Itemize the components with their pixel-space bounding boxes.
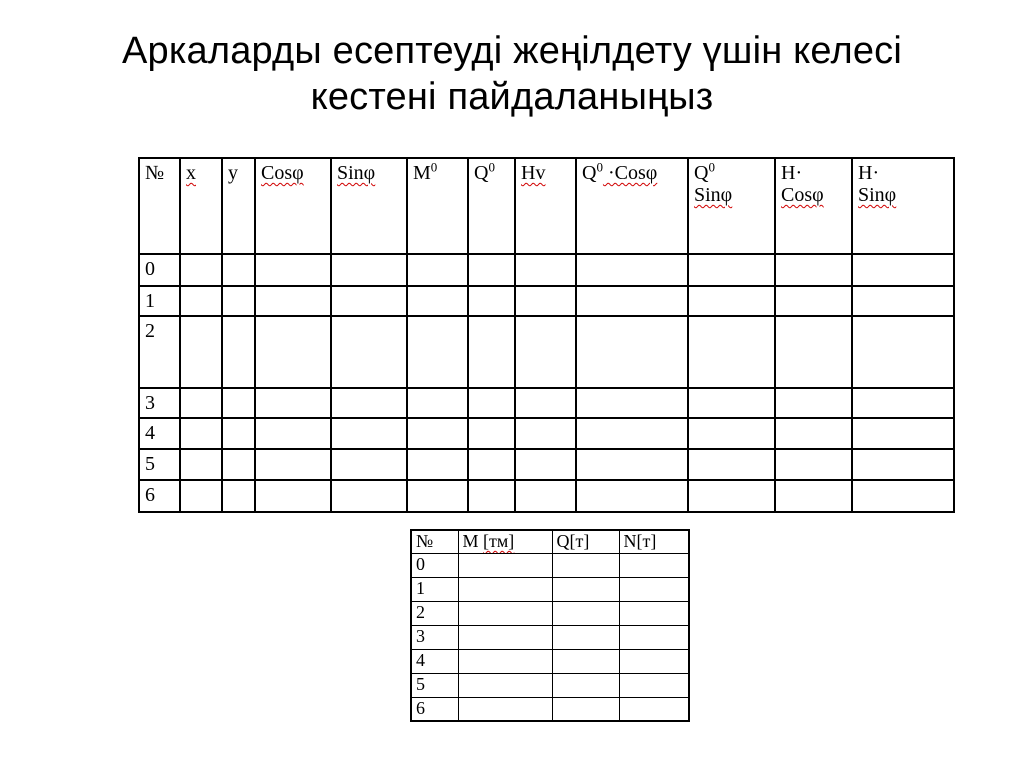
table-cell	[407, 254, 468, 286]
header-n: N[т]	[619, 530, 689, 553]
table-cell	[515, 316, 576, 388]
table-cell	[407, 418, 468, 449]
header-x: x	[180, 158, 222, 254]
table-cell	[576, 316, 688, 388]
table-cell	[688, 388, 775, 418]
calculation-table	[138, 157, 955, 513]
row-number: 1	[139, 286, 180, 316]
row-number: 5	[139, 449, 180, 480]
table-cell	[458, 697, 552, 721]
header-q0: $Q^0$	[468, 158, 515, 254]
table-cell	[255, 254, 331, 286]
table-cell	[576, 388, 688, 418]
table-cell	[852, 449, 954, 480]
table-cell	[222, 316, 255, 388]
table-cell	[852, 316, 954, 388]
table-cell	[222, 449, 255, 480]
row-number: 6	[139, 480, 180, 512]
table-cell	[576, 286, 688, 316]
table-cell	[458, 673, 552, 697]
table-cell	[468, 418, 515, 449]
table-cell	[852, 480, 954, 512]
table-cell	[515, 449, 576, 480]
table-cell	[852, 286, 954, 316]
table-cell	[576, 449, 688, 480]
table-cell	[688, 480, 775, 512]
table-cell	[468, 449, 515, 480]
table-row	[139, 418, 954, 449]
table-cell	[331, 254, 407, 286]
table-row	[139, 254, 954, 286]
table-cell	[331, 286, 407, 316]
table-cell	[180, 480, 222, 512]
table-cell	[458, 553, 552, 577]
header-q0-cos: $Q^0 \cdot Cos\varphi$	[576, 158, 688, 254]
table-cell	[552, 625, 619, 649]
table-cell	[852, 254, 954, 286]
row-number: 3	[411, 625, 458, 649]
table-header-row	[411, 530, 689, 553]
table-cell	[619, 601, 689, 625]
table-cell	[515, 418, 576, 449]
table-cell	[331, 418, 407, 449]
table-cell	[775, 316, 852, 388]
table-cell	[619, 697, 689, 721]
results-table	[410, 529, 690, 722]
table-cell	[180, 388, 222, 418]
table-cell	[458, 625, 552, 649]
table-cell	[775, 254, 852, 286]
row-number: 4	[139, 418, 180, 449]
table-cell	[255, 286, 331, 316]
table-cell	[180, 418, 222, 449]
row-number: 4	[411, 649, 458, 673]
row-number: 2	[411, 601, 458, 625]
table-cell	[255, 449, 331, 480]
header-m: M [тм]	[458, 530, 552, 553]
table-cell	[852, 418, 954, 449]
table-cell	[222, 480, 255, 512]
header-hv: Hv	[515, 158, 576, 254]
header-h-sin: H· Sinφ	[852, 158, 954, 254]
table-cell	[180, 286, 222, 316]
table-cell	[619, 673, 689, 697]
header-h-cos: H· Cosφ	[775, 158, 852, 254]
table-cell	[180, 254, 222, 286]
table-cell	[515, 286, 576, 316]
table-cell	[688, 254, 775, 286]
table-cell	[468, 254, 515, 286]
header-number: №	[411, 530, 458, 553]
table-header-row	[139, 158, 954, 254]
table-cell	[552, 577, 619, 601]
table-row	[139, 388, 954, 418]
table-cell	[331, 480, 407, 512]
table-cell	[458, 601, 552, 625]
header-q: Q[т]	[552, 530, 619, 553]
table-cell	[407, 449, 468, 480]
table-cell	[552, 673, 619, 697]
table-cell	[458, 577, 552, 601]
table-cell	[619, 649, 689, 673]
table-cell	[775, 388, 852, 418]
table-cell	[775, 480, 852, 512]
header-q0-sin: $Q^0$ Sinφ	[688, 158, 775, 254]
table-cell	[222, 254, 255, 286]
table-row	[139, 286, 954, 316]
table-row	[411, 649, 689, 673]
table-cell	[576, 418, 688, 449]
slide-title-line-1: Аркаларды есептеуді жеңілдету үшін келесі	[121, 30, 903, 72]
row-number: 6	[411, 697, 458, 721]
table-cell	[331, 449, 407, 480]
row-number: 0	[411, 553, 458, 577]
header-cos: Cosφ	[255, 158, 331, 254]
table-cell	[775, 418, 852, 449]
table-cell	[468, 286, 515, 316]
table-cell	[515, 254, 576, 286]
table-cell	[552, 697, 619, 721]
table-row	[411, 697, 689, 721]
table-cell	[688, 418, 775, 449]
table-row	[139, 316, 954, 388]
table-cell	[468, 388, 515, 418]
table-cell	[255, 388, 331, 418]
table-cell	[515, 480, 576, 512]
table-cell	[619, 577, 689, 601]
slide-title	[0, 28, 1024, 120]
table-cell	[222, 286, 255, 316]
table-cell	[331, 316, 407, 388]
table-row	[139, 480, 954, 512]
table-cell	[688, 286, 775, 316]
table-cell	[468, 316, 515, 388]
table-cell	[331, 388, 407, 418]
row-number: 0	[139, 254, 180, 286]
table-cell	[619, 553, 689, 577]
slide-title-line-2: кестені пайдаланыңыз	[310, 76, 714, 118]
table-cell	[222, 388, 255, 418]
table-cell	[775, 286, 852, 316]
table-cell	[180, 449, 222, 480]
table-cell	[576, 480, 688, 512]
row-number: 1	[411, 577, 458, 601]
table-row	[411, 673, 689, 697]
table-row	[411, 625, 689, 649]
row-number: 2	[139, 316, 180, 388]
row-number: 3	[139, 388, 180, 418]
row-number: 5	[411, 673, 458, 697]
table-cell	[458, 649, 552, 673]
table-cell	[775, 449, 852, 480]
table-row	[411, 601, 689, 625]
table-cell	[407, 388, 468, 418]
table-cell	[552, 553, 619, 577]
table-cell	[255, 418, 331, 449]
table-cell	[407, 316, 468, 388]
table-cell	[576, 254, 688, 286]
table-cell	[552, 601, 619, 625]
table-cell	[255, 480, 331, 512]
table-row	[411, 577, 689, 601]
table-cell	[552, 649, 619, 673]
header-y: y	[222, 158, 255, 254]
table-cell	[515, 388, 576, 418]
table-cell	[407, 480, 468, 512]
table-cell	[407, 286, 468, 316]
table-row	[411, 553, 689, 577]
header-m0: $M^0$	[407, 158, 468, 254]
header-sin: Sinφ	[331, 158, 407, 254]
table-row	[139, 449, 954, 480]
table-cell	[619, 625, 689, 649]
table-cell	[180, 316, 222, 388]
table-cell	[255, 316, 331, 388]
table-cell	[468, 480, 515, 512]
table-cell	[688, 449, 775, 480]
table-cell	[688, 316, 775, 388]
table-cell	[852, 388, 954, 418]
table-cell	[222, 418, 255, 449]
header-number: №	[139, 158, 180, 254]
